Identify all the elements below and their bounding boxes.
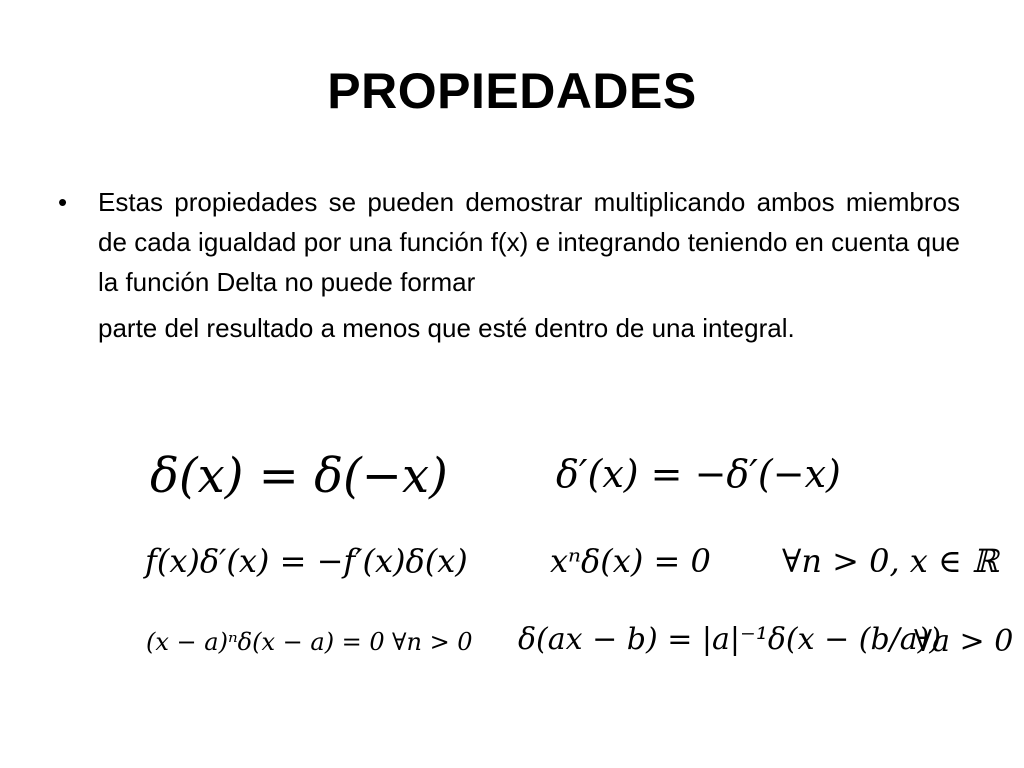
bullet-text-main: Estas propiedades se pueden demostrar multiplicando ambos miembros de cada igualdad por una función f(x) e integrando teniendo en cuenta que la función Delta no puede formar — [98, 187, 960, 297]
formula-scaling: δ(ax − b) = |a|⁻¹δ(x − (b/a)) — [518, 622, 942, 657]
formula-shifted-power: (x − a)ⁿδ(x − a) = 0 — [146, 628, 385, 656]
formula-product-rule: f(x)δ′(x) = −f′(x)δ(x) — [145, 542, 468, 580]
slide-title: PROPIEDADES — [327, 63, 697, 119]
formula-delta-even: δ(x) = δ(−x) — [150, 448, 448, 504]
bullet-dot-icon: • — [58, 187, 68, 217]
formula-delta-prime-odd: δ′(x) = −δ′(−x) — [556, 452, 841, 496]
formula-shifted-condition: ∀n > 0 — [392, 628, 473, 656]
formula-scaling-condition: ∀a > 0 — [914, 624, 1014, 659]
formula-power-condition: ∀n > 0, x ∈ ℝ — [782, 542, 999, 580]
bullet-text-last: parte del resultado a menos que esté dentro de una integral. — [98, 313, 795, 343]
formula-power-times-delta: xⁿδ(x) = 0 — [550, 542, 711, 580]
